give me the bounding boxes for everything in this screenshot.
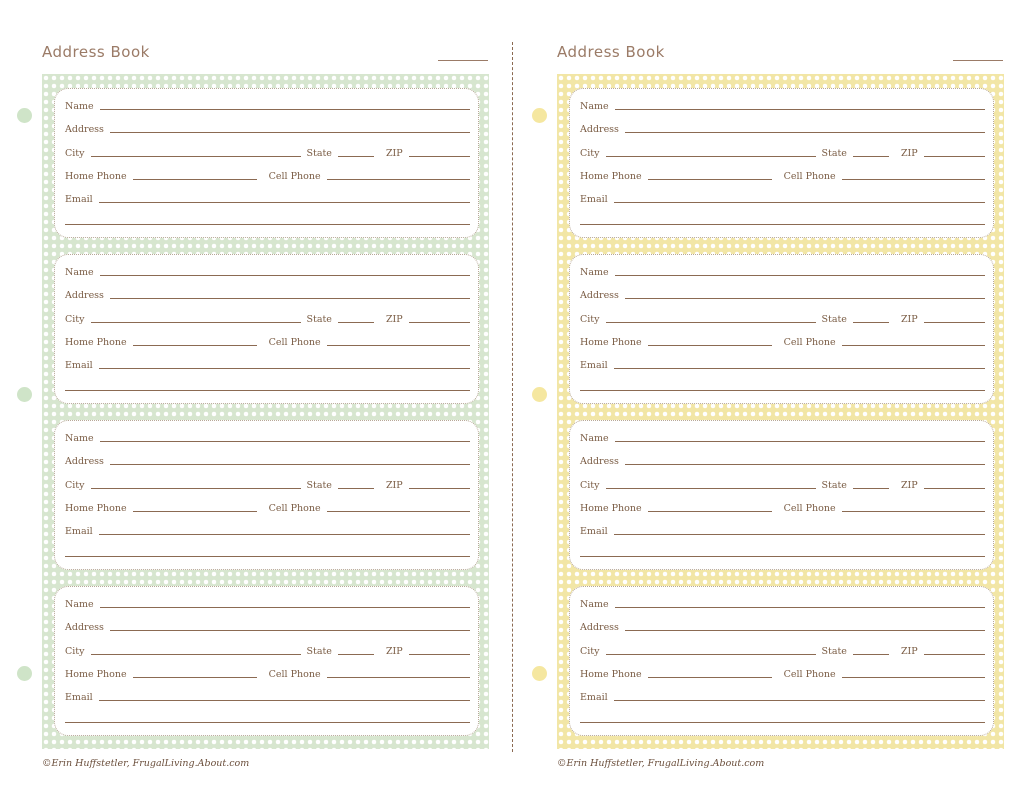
city-label: City bbox=[580, 480, 600, 491]
address-field[interactable] bbox=[625, 297, 985, 299]
address-field[interactable] bbox=[110, 297, 470, 299]
email-field[interactable] bbox=[614, 533, 985, 535]
address-card bbox=[54, 586, 479, 736]
home-phone-label: Home Phone bbox=[65, 337, 127, 348]
address-label: Address bbox=[580, 124, 619, 135]
name-label: Name bbox=[65, 101, 94, 112]
city-label: City bbox=[580, 314, 600, 325]
name-field[interactable] bbox=[615, 274, 985, 276]
address-card bbox=[54, 88, 479, 238]
address-label: Address bbox=[65, 290, 104, 301]
home-phone-field[interactable] bbox=[648, 676, 772, 678]
polka-dot-panel bbox=[557, 74, 1004, 749]
email-field[interactable] bbox=[614, 367, 985, 369]
city-label: City bbox=[65, 480, 85, 491]
name-field[interactable] bbox=[100, 108, 470, 110]
email-label: Email bbox=[65, 194, 93, 205]
extra-line[interactable] bbox=[65, 223, 470, 225]
address-card bbox=[569, 586, 994, 736]
email-label: Email bbox=[580, 692, 608, 703]
address-label: Address bbox=[580, 622, 619, 633]
cell-phone-field[interactable] bbox=[842, 676, 985, 678]
address-field[interactable] bbox=[110, 463, 470, 465]
state-field[interactable] bbox=[338, 321, 374, 323]
city-label: City bbox=[580, 646, 600, 657]
home-phone-label: Home Phone bbox=[580, 503, 642, 514]
home-phone-label: Home Phone bbox=[580, 171, 642, 182]
home-phone-label: Home Phone bbox=[580, 669, 642, 680]
cell-phone-field[interactable] bbox=[327, 178, 470, 180]
cell-phone-field[interactable] bbox=[327, 344, 470, 346]
state-label: State bbox=[306, 148, 332, 159]
address-field[interactable] bbox=[110, 629, 470, 631]
state-label: State bbox=[821, 646, 847, 657]
city-label: City bbox=[65, 148, 85, 159]
name-field[interactable] bbox=[100, 606, 470, 608]
copyright-footer: ©Erin Huffstetler, FrugalLiving.About.com bbox=[42, 758, 250, 769]
cell-phone-label: Cell Phone bbox=[783, 669, 836, 680]
home-phone-label: Home Phone bbox=[65, 669, 127, 680]
email-label: Email bbox=[580, 526, 608, 537]
binder-hole bbox=[17, 387, 32, 402]
cell-phone-field[interactable] bbox=[842, 344, 985, 346]
state-field[interactable] bbox=[853, 653, 889, 655]
binder-hole bbox=[532, 666, 547, 681]
extra-line[interactable] bbox=[65, 389, 470, 391]
home-phone-field[interactable] bbox=[133, 344, 257, 346]
city-field[interactable] bbox=[606, 321, 816, 323]
right-page bbox=[515, 0, 1024, 792]
zip-field[interactable] bbox=[409, 155, 470, 157]
page-title: Address Book bbox=[557, 43, 665, 61]
home-phone-label: Home Phone bbox=[580, 337, 642, 348]
address-label: Address bbox=[580, 290, 619, 301]
zip-field[interactable] bbox=[924, 321, 985, 323]
cell-phone-label: Cell Phone bbox=[268, 337, 321, 348]
zip-field[interactable] bbox=[924, 653, 985, 655]
zip-label: ZIP bbox=[900, 148, 918, 159]
address-card bbox=[569, 88, 994, 238]
home-phone-field[interactable] bbox=[133, 178, 257, 180]
name-field[interactable] bbox=[100, 440, 470, 442]
city-field[interactable] bbox=[606, 155, 816, 157]
home-phone-field[interactable] bbox=[133, 510, 257, 512]
binder-hole bbox=[532, 387, 547, 402]
cell-phone-label: Cell Phone bbox=[268, 503, 321, 514]
zip-field[interactable] bbox=[409, 653, 470, 655]
city-label: City bbox=[65, 646, 85, 657]
state-label: State bbox=[821, 480, 847, 491]
home-phone-field[interactable] bbox=[133, 676, 257, 678]
extra-line[interactable] bbox=[580, 223, 985, 225]
binder-hole bbox=[17, 666, 32, 681]
email-field[interactable] bbox=[614, 201, 985, 203]
city-field[interactable] bbox=[91, 321, 301, 323]
polka-dot-panel bbox=[42, 74, 489, 749]
cell-phone-label: Cell Phone bbox=[783, 171, 836, 182]
zip-field[interactable] bbox=[924, 487, 985, 489]
extra-line[interactable] bbox=[65, 555, 470, 557]
address-card bbox=[54, 420, 479, 570]
address-field[interactable] bbox=[625, 131, 985, 133]
email-label: Email bbox=[65, 360, 93, 371]
city-field[interactable] bbox=[606, 653, 816, 655]
state-field[interactable] bbox=[853, 155, 889, 157]
zip-label: ZIP bbox=[900, 314, 918, 325]
zip-label: ZIP bbox=[385, 148, 403, 159]
home-phone-field[interactable] bbox=[648, 344, 772, 346]
city-field[interactable] bbox=[91, 653, 301, 655]
cell-phone-label: Cell Phone bbox=[268, 669, 321, 680]
address-field[interactable] bbox=[110, 131, 470, 133]
address-field[interactable] bbox=[625, 463, 985, 465]
state-label: State bbox=[821, 148, 847, 159]
name-label: Name bbox=[65, 599, 94, 610]
binder-hole bbox=[17, 108, 32, 123]
name-field[interactable] bbox=[615, 440, 985, 442]
state-label: State bbox=[306, 314, 332, 325]
extra-line[interactable] bbox=[580, 389, 985, 391]
city-field[interactable] bbox=[91, 155, 301, 157]
name-label: Name bbox=[580, 433, 609, 444]
cell-phone-field[interactable] bbox=[327, 510, 470, 512]
name-field[interactable] bbox=[615, 606, 985, 608]
city-label: City bbox=[580, 148, 600, 159]
address-card bbox=[569, 254, 994, 404]
state-label: State bbox=[306, 480, 332, 491]
state-label: State bbox=[306, 646, 332, 657]
address-field[interactable] bbox=[625, 629, 985, 631]
copyright-footer: ©Erin Huffstetler, FrugalLiving.About.com bbox=[557, 758, 765, 769]
title-blank-line bbox=[953, 60, 1003, 61]
state-field[interactable] bbox=[338, 155, 374, 157]
state-field[interactable] bbox=[853, 487, 889, 489]
name-label: Name bbox=[65, 267, 94, 278]
zip-label: ZIP bbox=[900, 480, 918, 491]
zip-field[interactable] bbox=[409, 487, 470, 489]
zip-field[interactable] bbox=[409, 321, 470, 323]
email-label: Email bbox=[580, 194, 608, 205]
cell-phone-field[interactable] bbox=[842, 510, 985, 512]
home-phone-label: Home Phone bbox=[65, 171, 127, 182]
address-label: Address bbox=[65, 622, 104, 633]
title-blank-line bbox=[438, 60, 488, 61]
email-field[interactable] bbox=[99, 367, 470, 369]
email-field[interactable] bbox=[99, 533, 470, 535]
home-phone-field[interactable] bbox=[648, 510, 772, 512]
state-label: State bbox=[821, 314, 847, 325]
binder-hole bbox=[532, 108, 547, 123]
extra-line[interactable] bbox=[580, 555, 985, 557]
city-field[interactable] bbox=[91, 487, 301, 489]
email-field[interactable] bbox=[614, 699, 985, 701]
cell-phone-label: Cell Phone bbox=[268, 171, 321, 182]
state-field[interactable] bbox=[338, 653, 374, 655]
name-field[interactable] bbox=[615, 108, 985, 110]
email-field[interactable] bbox=[99, 201, 470, 203]
email-label: Email bbox=[65, 692, 93, 703]
state-field[interactable] bbox=[853, 321, 889, 323]
home-phone-field[interactable] bbox=[648, 178, 772, 180]
city-field[interactable] bbox=[606, 487, 816, 489]
cut-line bbox=[512, 42, 513, 752]
address-label: Address bbox=[65, 124, 104, 135]
extra-line[interactable] bbox=[580, 721, 985, 723]
extra-line[interactable] bbox=[65, 721, 470, 723]
address-label: Address bbox=[65, 456, 104, 467]
state-field[interactable] bbox=[338, 487, 374, 489]
email-label: Email bbox=[65, 526, 93, 537]
name-label: Name bbox=[580, 101, 609, 112]
page-title: Address Book bbox=[42, 43, 150, 61]
home-phone-label: Home Phone bbox=[65, 503, 127, 514]
cell-phone-label: Cell Phone bbox=[783, 337, 836, 348]
city-label: City bbox=[65, 314, 85, 325]
email-label: Email bbox=[580, 360, 608, 371]
cell-phone-label: Cell Phone bbox=[783, 503, 836, 514]
cell-phone-field[interactable] bbox=[327, 676, 470, 678]
cell-phone-field[interactable] bbox=[842, 178, 985, 180]
zip-label: ZIP bbox=[385, 646, 403, 657]
name-label: Name bbox=[580, 599, 609, 610]
zip-label: ZIP bbox=[385, 480, 403, 491]
name-label: Name bbox=[65, 433, 94, 444]
email-field[interactable] bbox=[99, 699, 470, 701]
name-field[interactable] bbox=[100, 274, 470, 276]
zip-label: ZIP bbox=[900, 646, 918, 657]
zip-label: ZIP bbox=[385, 314, 403, 325]
address-label: Address bbox=[580, 456, 619, 467]
zip-field[interactable] bbox=[924, 155, 985, 157]
name-label: Name bbox=[580, 267, 609, 278]
address-card bbox=[569, 420, 994, 570]
address-card bbox=[54, 254, 479, 404]
